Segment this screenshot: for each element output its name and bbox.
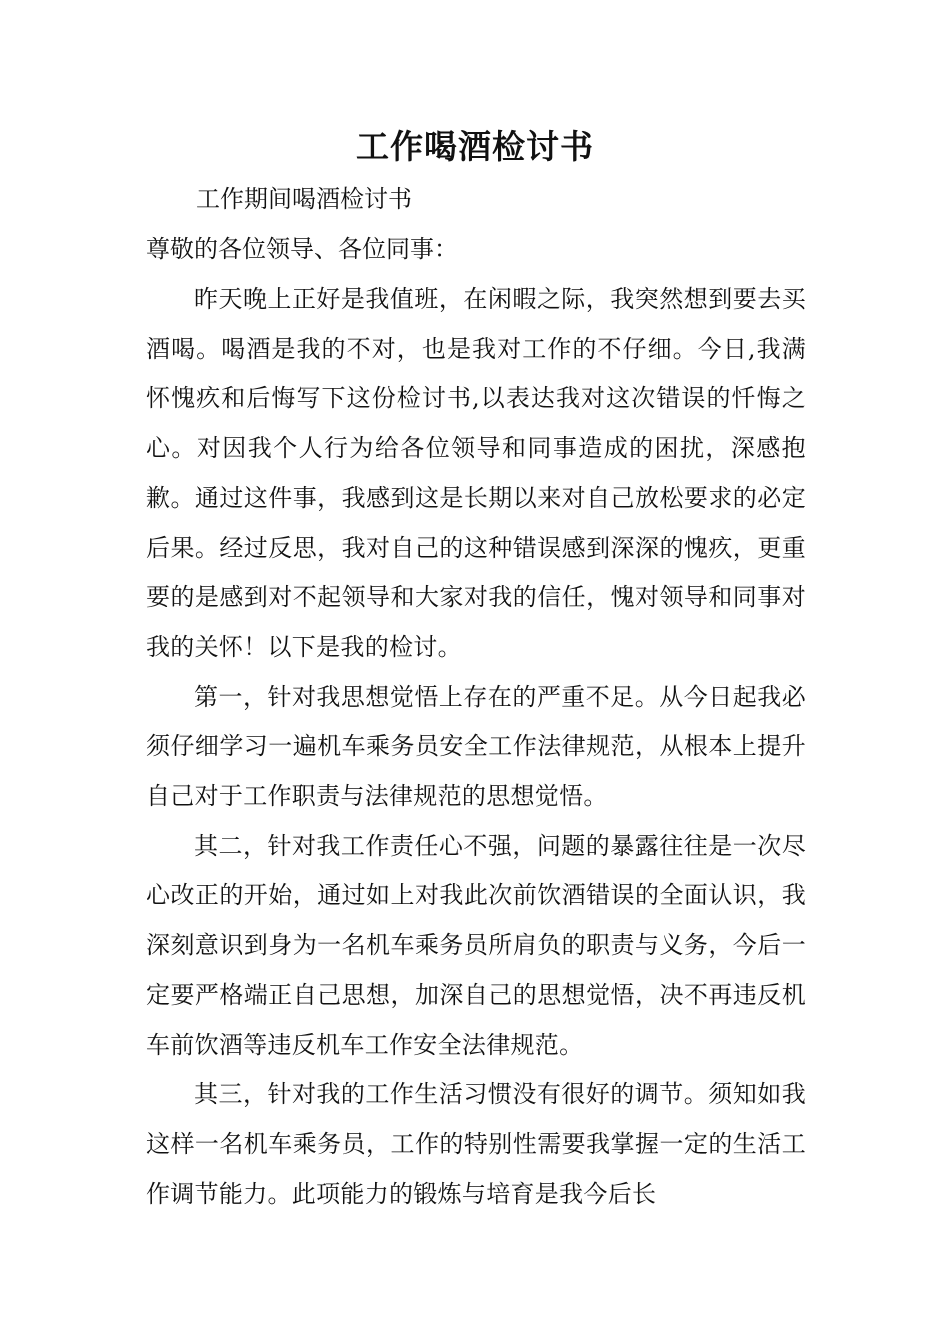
paragraph: 其三，针对我的工作生活习惯没有很好的调节。须知如我这样一名机车乘务员，工作的特别性需要我掌握一定的生活工作调节能力。此项能力的锻炼与培育是我今后长 xyxy=(146,1080,806,1208)
document-subtitle: 工作期间喝酒检讨书 xyxy=(196,185,412,213)
salutation: 尊敬的各位领导、各位同事： xyxy=(146,235,458,263)
paragraph: 第一，针对我思想觉悟上存在的严重不足。从今日起我必须仔细学习一遍机车乘务员安全工作法律规范，从根本上提升自己对于工作职责与法律规范的思想觉悟。 xyxy=(146,682,806,811)
document-body xyxy=(146,275,806,1219)
paragraph: 其二，针对我工作责任心不强，问题的暴露往往是一次尽心改正的开始，通过如上对我此次前饮酒错误的全面认识，我深刻意识到身为一名机车乘务员所肩负的职责与义务，今后一定要严格端正自己思想，加深自己的思想觉悟，决不再违反机车前饮酒等违反机车工作安全法律规范。 xyxy=(146,831,806,1059)
document-title: 工作喝酒检讨书 xyxy=(356,127,594,166)
paragraph: 昨天晚上正好是我值班，在闲暇之际，我突然想到要去买酒喝。喝酒是我的不对，也是我对工作的不仔细。今日,我满怀愧疚和后悔写下这份检讨书,以表达我对这次错误的忏悔之心。对因我个人行为给各位领导和同事造成的困扰，深感抱歉。通过这件事，我感到这是长期以来对自己放松要求的必定后果。经过反思，我对自己的这种错误感到深深的愧疚，更重要的是感到对不起领导和大家对我的信任，愧对领导和同事对我的关怀！以下是我的检讨。 xyxy=(146,285,806,661)
